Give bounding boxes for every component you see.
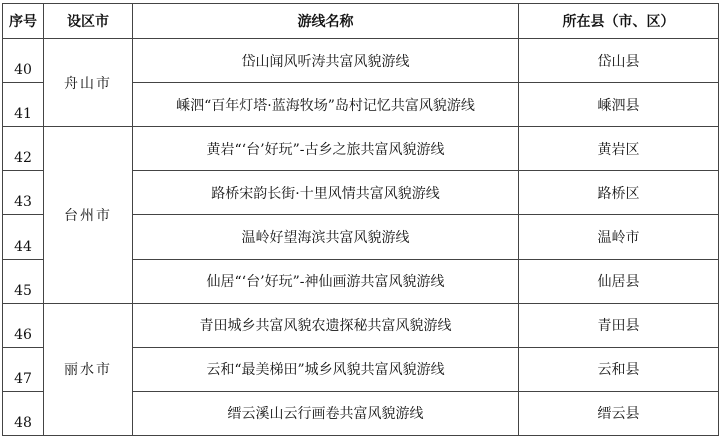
route-name: 青田城乡共富风貌农遗探秘共富风貌游线 xyxy=(133,303,519,347)
county-name: 岱山县 xyxy=(519,39,719,83)
county-name: 温岭市 xyxy=(519,215,719,259)
row-number: 41 xyxy=(3,83,44,127)
county-name: 仙居县 xyxy=(519,259,719,303)
county-name: 云和县 xyxy=(519,347,719,391)
header-route: 游线名称 xyxy=(133,4,519,39)
row-number: 44 xyxy=(3,215,44,259)
city-cell: 舟山市 xyxy=(44,39,133,127)
table-row xyxy=(3,303,719,347)
table-row xyxy=(3,39,719,83)
route-name: 岱山闻风听涛共富风貌游线 xyxy=(133,39,519,83)
row-number: 42 xyxy=(3,127,44,171)
route-name: 云和“最美梯田”城乡风貌共富风貌游线 xyxy=(133,347,519,391)
table-row xyxy=(3,127,719,171)
county-name: 缙云县 xyxy=(519,391,719,435)
route-name: 仙居“‘台’好玩”-神仙画游共富风貌游线 xyxy=(133,259,519,303)
header-city: 设区市 xyxy=(44,4,133,39)
header-seq: 序号 xyxy=(3,4,44,39)
row-number: 48 xyxy=(3,391,44,435)
route-name: 路桥宋韵长街·十里风情共富风貌游线 xyxy=(133,171,519,215)
route-name: 黄岩“‘台’好玩”-古乡之旅共富风貌游线 xyxy=(133,127,519,171)
city-cell: 丽水市 xyxy=(44,303,133,435)
row-number: 43 xyxy=(3,171,44,215)
county-name: 黄岩区 xyxy=(519,127,719,171)
row-number: 40 xyxy=(3,39,44,83)
row-number: 47 xyxy=(3,347,44,391)
row-number: 45 xyxy=(3,259,44,303)
table-header-row xyxy=(3,4,719,39)
route-name: 温岭好望海滨共富风貌游线 xyxy=(133,215,519,259)
route-name: 缙云溪山云行画卷共富风貌游线 xyxy=(133,391,519,435)
county-name: 青田县 xyxy=(519,303,719,347)
county-name: 路桥区 xyxy=(519,171,719,215)
route-name: 嵊泗“百年灯塔·蓝海牧场”岛村记忆共富风貌游线 xyxy=(133,83,519,127)
header-county: 所在县（市、区） xyxy=(519,4,719,39)
county-name: 嵊泗县 xyxy=(519,83,719,127)
city-cell: 台州市 xyxy=(44,127,133,303)
route-table xyxy=(2,3,719,436)
row-number: 46 xyxy=(3,303,44,347)
